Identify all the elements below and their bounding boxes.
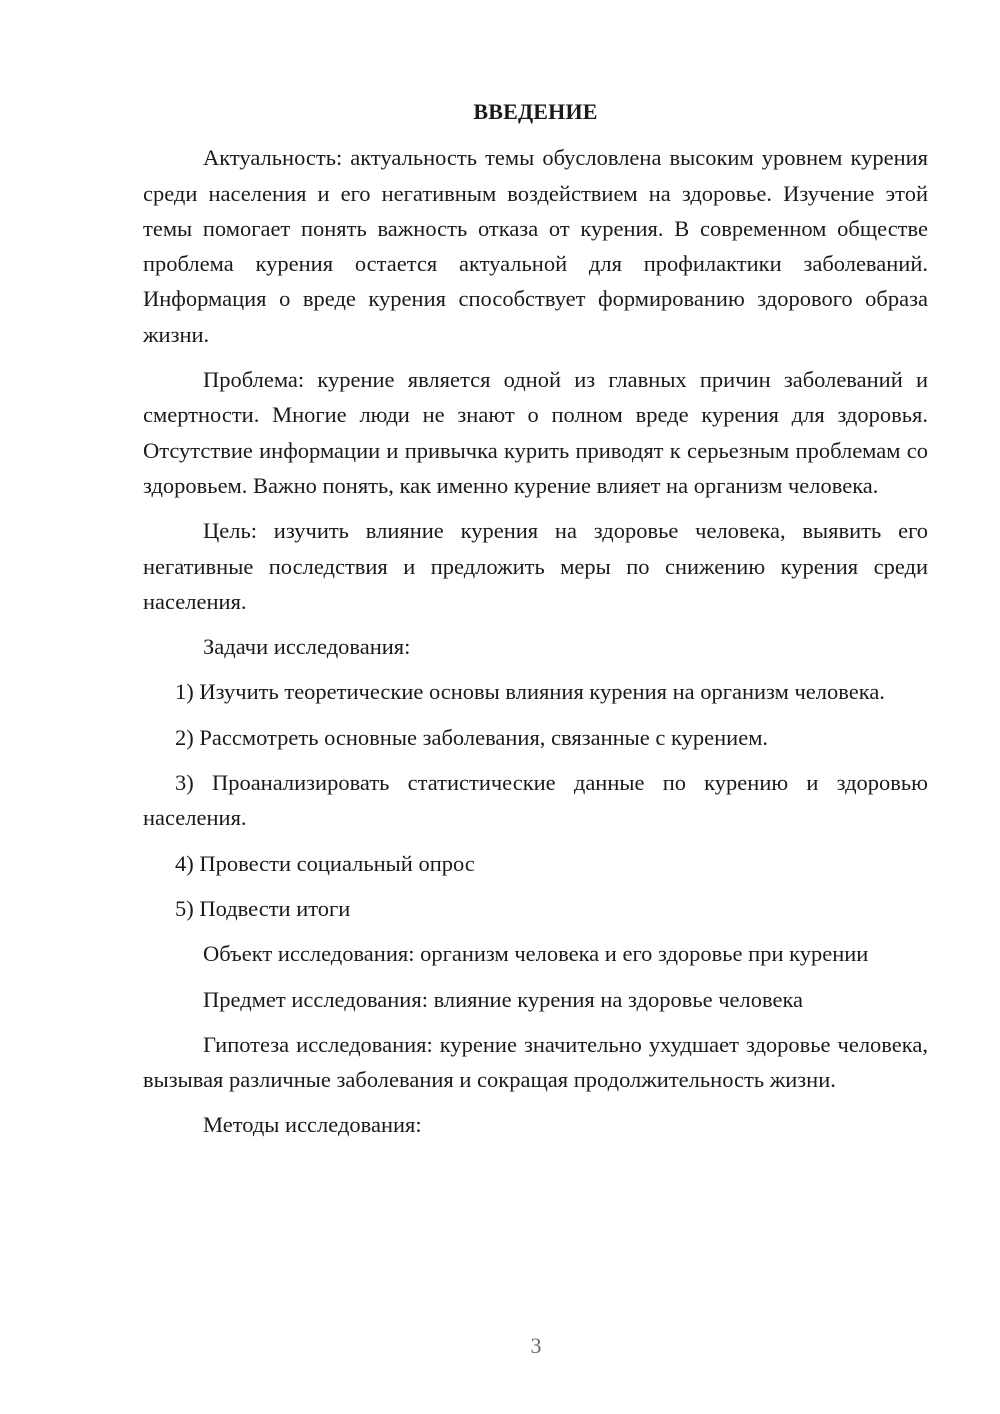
task-item-1: 1) Изучить теоретические основы влияния курения на организм человека. xyxy=(175,679,885,705)
object-paragraph: Объект исследования: организм человека и его здоровье при курении xyxy=(203,941,869,967)
task-item-5: 5) Подвести итоги xyxy=(175,895,351,921)
task-item-3: 3) Проанализировать статистические данные по курению и здоровью населения. xyxy=(143,770,928,831)
task-item-4: 4) Провести социальный опрос xyxy=(175,850,475,876)
problem-paragraph: Проблема: курение является одной из главных причин заболеваний и смертности. Многие люди не знают о полном вреде курения для здоровья. Отсутствие информации и привычка курить приводят к серьезным проблемам со здоровьем. Важно понять, как именно курение влияет на организм человека. xyxy=(143,367,928,498)
hypothesis-paragraph: Гипотеза исследования: курение значительно ухудшает здоровье человека, вызывая различные заболевания и сокращая продолжительность жизни. xyxy=(143,1031,928,1093)
goal-paragraph: Цель: изучить влияние курения на здоровье человека, выявить его негативные последствия и предложить меры по снижению курения среди населения. xyxy=(143,518,928,614)
relevance-paragraph: Актуальность: актуальность темы обусловлена высоким уровнем курения среди населения и его негативным воздействием на здоровье. Изучение этой темы помогает понять важность отказа от курения. В современном обществе проблема курения остается актуальной для профилактики заболеваний. Информация о вреде курения способствует формированию здорового образа жизни. xyxy=(143,145,928,347)
subject-paragraph: Предмет исследования: влияние курения на здоровье человека xyxy=(203,986,804,1012)
task-item-2: 2) Рассмотреть основные заболевания, связанные с курением. xyxy=(175,724,769,750)
page-content xyxy=(143,94,928,1153)
page-title: ВВЕДЕНИЕ xyxy=(473,99,598,124)
methods-heading: Методы исследования: xyxy=(203,1112,422,1138)
page-number: 3 xyxy=(530,1333,542,1358)
tasks-heading: Задачи исследования: xyxy=(203,634,411,660)
